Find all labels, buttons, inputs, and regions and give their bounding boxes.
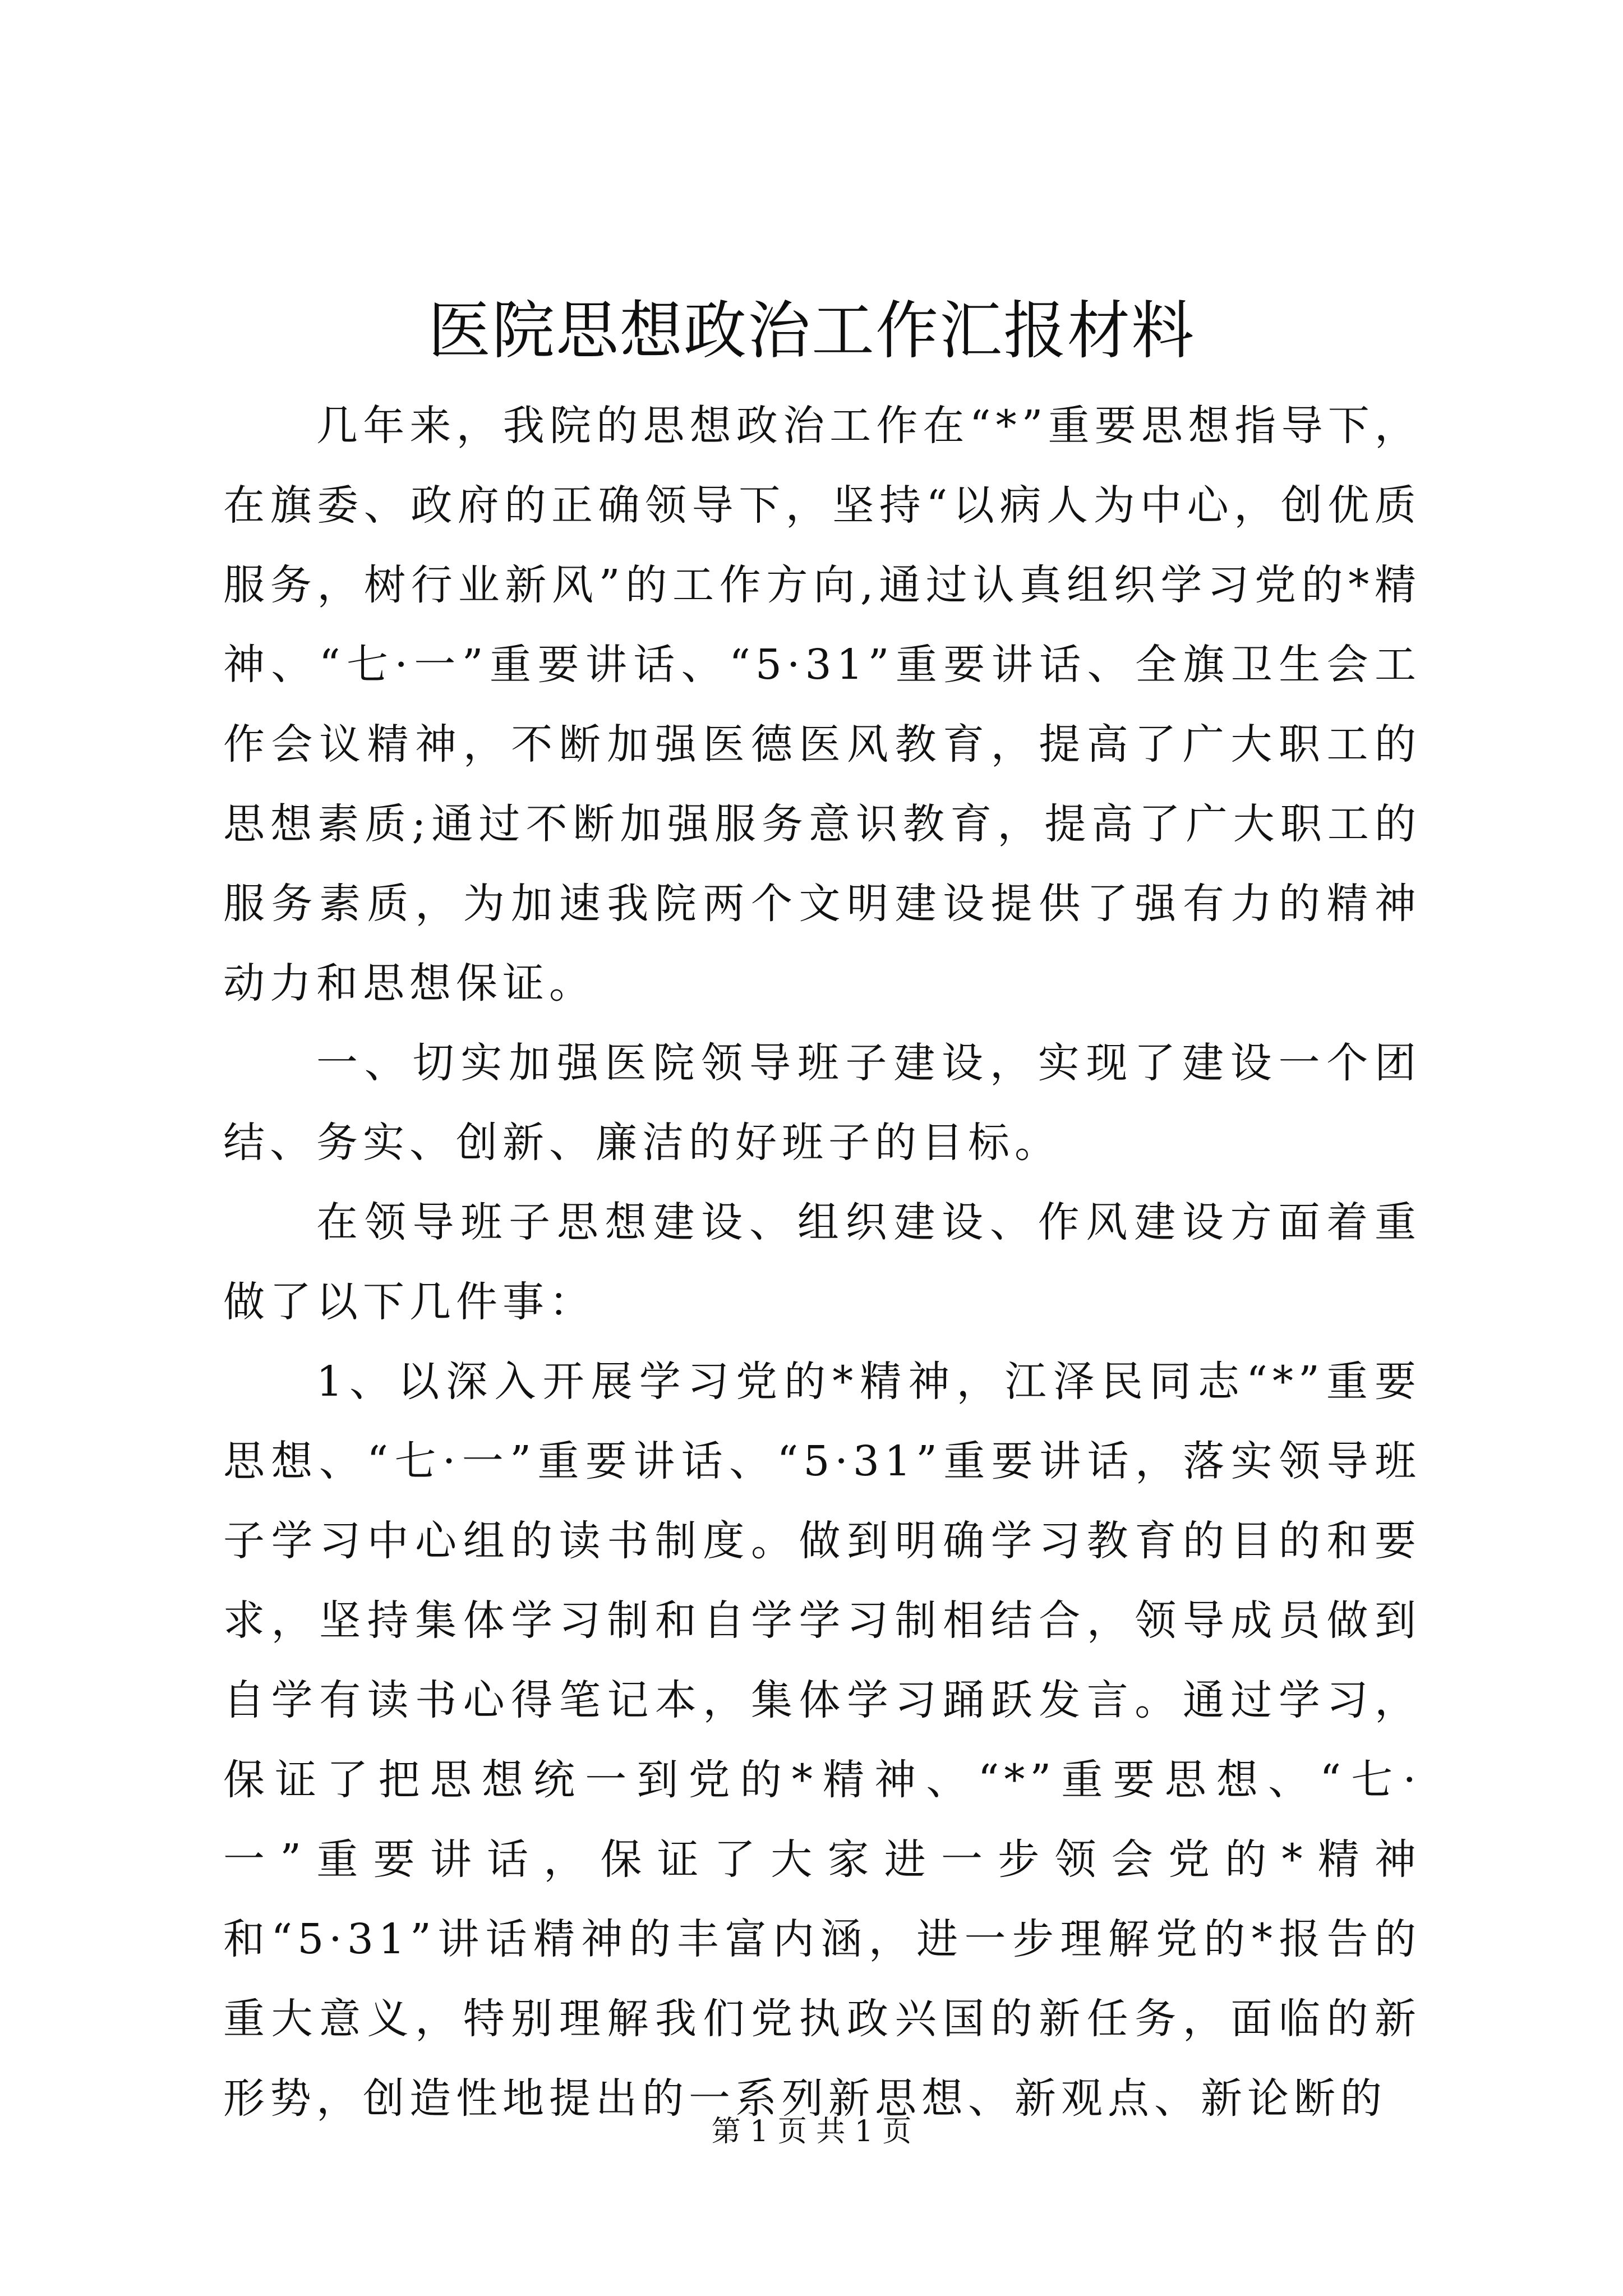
document-body bbox=[223, 386, 1421, 2138]
paragraph-intro: 几年来，我院的思想政治工作在“*”重要思想指导下，在旗委、政府的正确领导下，坚持“以病人为中心，创优质服务，树行业新风”的工作方向,通过认真组织学习党的*精神、“七·一”重要讲话、“5·31”重要讲话、全旗卫生会工作会议精神，不断加强医德医风教育，提高了广大职工的思想素质;通过不断加强服务意识教育，提高了广大职工的服务素质，为加速我院两个文明建设提供了强有力的精神动力和思想保证。 bbox=[223, 402, 1421, 1007]
document-title: 医院思想政治工作汇报材料 bbox=[428, 295, 1195, 367]
paragraph-item-one: 1、以深入开展学习党的*精神，江泽民同志“*”重要思想、“七·一”重要讲话、“5·31”重要讲话，落实领导班子学习中心组的读书制度。做到明确学习教育的目的和要求，坚持集体学习制和自学学习制相结合，领导成员做到自学有读书心得笔记本，集体学习踊跃发言。通过学习，保证了把思想统一到党的*精神、“*”重要思想、“七·一”重要讲话，保证了大家进一步领会党的*精神和“5·31”讲话精神的丰富内涵，进一步理解党的*报告的重大意义，特别理解我们党执政兴国的新任务，面临的新形势，创造性地提出的一系列新思想、新观点、新论断的 bbox=[223, 1358, 1421, 2123]
page-number-footer: 第 1 页 共 1 页 bbox=[711, 2115, 912, 2148]
paragraph-section-one-heading: 一、切实加强医院领导班子建设，实现了建设一个团结、务实、创新、廉洁的好班子的目标。 bbox=[223, 1039, 1421, 1167]
paragraph-section-one-lead: 在领导班子思想建设、组织建设、作风建设方面着重做了以下几件事： bbox=[223, 1198, 1421, 1326]
